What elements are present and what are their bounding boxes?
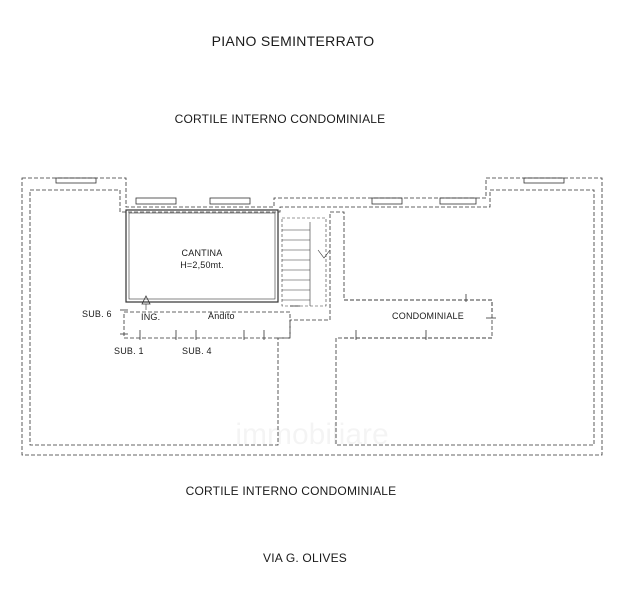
street-label: VIA G. OLIVES bbox=[263, 551, 347, 565]
cantina-label: CANTINA bbox=[181, 248, 223, 258]
cantina-height-label: H=2,50mt. bbox=[180, 260, 224, 270]
sub-1-label: SUB. 1 bbox=[114, 346, 144, 356]
watermark bbox=[235, 418, 388, 451]
sub-6-label: SUB. 6 bbox=[82, 309, 112, 319]
window-marks bbox=[56, 178, 564, 204]
entrance-marker bbox=[142, 296, 150, 304]
staircase bbox=[282, 218, 330, 306]
andito-label: Andito bbox=[208, 311, 235, 321]
entrance-label: ING. bbox=[141, 312, 161, 322]
condominiale-label: CONDOMINIALE bbox=[392, 311, 464, 321]
page-title: PIANO SEMINTERRATO bbox=[211, 33, 375, 49]
courtyard-label-top: CORTILE INTERNO CONDOMINIALE bbox=[174, 112, 386, 126]
courtyard-label-bottom: CORTILE INTERNO CONDOMINIALE bbox=[185, 484, 397, 498]
sub-4-label: SUB. 4 bbox=[182, 346, 212, 356]
inner-boundary bbox=[30, 190, 594, 445]
